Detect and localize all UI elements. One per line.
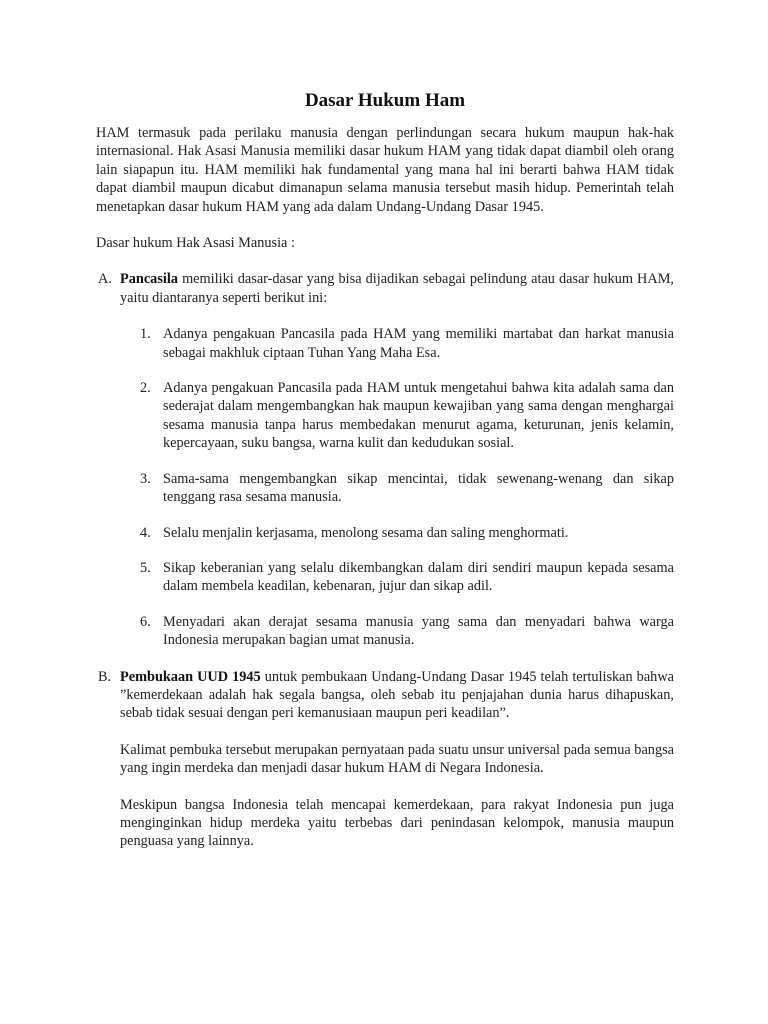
section-b-marker: B. (98, 668, 112, 685)
section-b-heading (120, 668, 674, 723)
intro-paragraph: HAM termasuk pada perilaku manusia dengan perlindungan secara hukum maupun hak-hak internasional. Hak Asasi Manusia memiliki dasar hukum HAM yang tidak dapat diambil oleh orang lain siapapun itu. HAM memiliki hak fundamental yang mana hal ini berarti bahwa HAM tidak dapat diambil maupun dicabut dimanapun selama manusia tersebut masih hidup. Pemerintah telah menetapkan dasar hukum HAM yang ada dalam Undang-Undang Dasar 1945. (96, 125, 674, 215)
section-b-paragraph-2: Meskipun bangsa Indonesia telah mencapai kemerdekaan, para rakyat Indonesia pun juga menginginkan hidup merdeka yaitu terbebas dari penindasan kelompok, manusia maupun penguasa yang lainnya. (120, 796, 674, 850)
section-b-paragraph-1: Kalimat pembuka tersebut merupakan pernyataan pada suatu unsur universal pada semua bangsa yang ingin merdeka dan menjadi dasar hukum HAM di Negara Indonesia. (120, 741, 674, 777)
document-title: Dasar Hukum Ham (304, 90, 466, 111)
section-a-bold: Pancasila (120, 271, 178, 288)
section-a-marker: A. (98, 271, 112, 288)
list-item (120, 524, 674, 542)
section-b (96, 668, 674, 851)
list-item-text: Menyadari akan derajat sesama manusia yang sama dan menyadari bahwa warga Indonesia merupakan bagian umat manusia. (163, 613, 674, 649)
list-item-number: 5. (140, 559, 151, 576)
section-a-text: memiliki dasar-dasar yang bisa dijadikan sebagai pelindung atau dasar hukum HAM, yaitu diantaranya seperti berikut ini: (120, 271, 674, 306)
section-b-text: untuk pembukaan Undang-Undang Dasar 1945 telah tertuliskan bahwa ”kemerdekaan adalah hak segala bangsa, oleh sebab itu penjajahan dunia harus dihapuskan, sebab tidak sesuai dengan peri kemanusiaan maupun peri keadilan”. (120, 668, 674, 722)
list-item-number: 1. (140, 326, 151, 343)
list-item-text: Selalu menjalin kerjasama, menolong sesama dan saling menghormati. (163, 524, 569, 541)
list-item-number: 6. (140, 613, 151, 630)
list-item (120, 325, 674, 362)
list-item (120, 559, 674, 596)
list-item-number: 4. (140, 524, 151, 541)
list-item-text: Adanya pengakuan Pancasila pada HAM yang memiliki martabat dan harkat manusia sebagai makhluk ciptaan Tuhan Yang Maha Esa. (163, 326, 674, 361)
list-item-number: 3. (140, 470, 151, 487)
list-item-text: Sama-sama mengembangkan sikap mencintai, tidak sewenang-wenang dan sikap tenggang rasa sesama manusia. (163, 470, 674, 506)
pancasila-list (120, 325, 674, 649)
section-a (96, 270, 674, 649)
list-item-text: Sikap keberanian yang selalu dikembangkan dalam diri sendiri maupun kepada sesama dalam membela keadilan, kebenaran, jujur dan sikap adil. (163, 559, 674, 595)
list-label: Dasar hukum Hak Asasi Manusia : (96, 235, 295, 252)
list-item (120, 613, 674, 650)
list-item (120, 470, 674, 507)
list-item (120, 379, 674, 453)
document-page (96, 88, 674, 851)
section-b-bold: Pembukaan UUD 1945 (120, 668, 261, 685)
list-item-text: Adanya pengakuan Pancasila pada HAM untuk mengetahui bahwa kita adalah sama dan sederajat dalam mengembangkan hak maupun kewajiban yang sama dengan menghargai sesama manusia tanpa harus membedakan menurut agama, keturunan, jenis kelamin, kepercayaan, suku bangsa, warna kulit dan kedudukan sosial. (163, 380, 674, 452)
list-item-number: 2. (140, 380, 151, 397)
section-a-heading (120, 270, 674, 307)
